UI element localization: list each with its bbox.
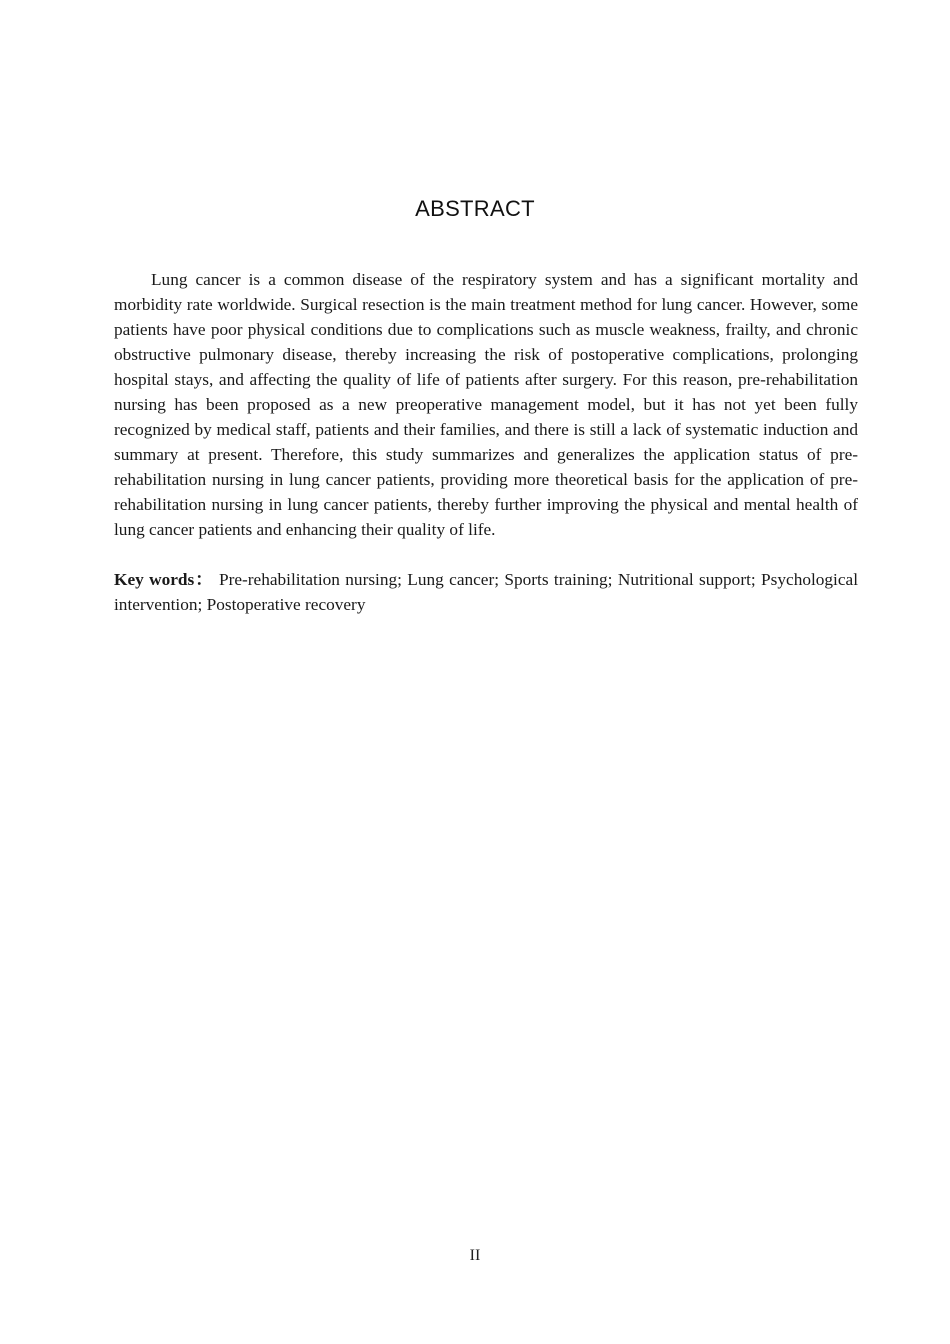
keywords-label: Key words： bbox=[114, 570, 214, 589]
keywords-list: Pre-rehabilitation nursing; Lung cancer; Sports training; Nutritional support; Psychological intervention; Postoperative recovery bbox=[114, 570, 859, 614]
abstract-paragraph: Lung cancer is a common disease of the respiratory system and has a significant mortality and morbidity rate worldwide. Surgical resection is the main treatment method for lung cancer. However, some patients have poor physical conditions due to complications such as muscle weakness, frailty, and chronic obstructive pulmonary disease, thereby increasing the risk of postoperative complications, prolonging hospital stays, and affecting the quality of life of patients after surgery. For this reason, pre-rehabilitation nursing has been proposed as a new preoperative management model, but it has not yet been fully recognized by medical staff, patients and their families, and there is still a lack of systematic induction and summary at present. Therefore, this study summarizes and generalizes the application status of pre-rehabilitation nursing in lung cancer patients, providing more theoretical basis for the application of pre-rehabilitation nursing in lung cancer patients, thereby further improving the physical and mental health of lung cancer patients and enhancing their quality of life. bbox=[114, 270, 858, 539]
abstract-title: ABSTRACT bbox=[415, 196, 535, 221]
keywords-paragraph bbox=[114, 567, 858, 617]
page-number: II bbox=[469, 1247, 481, 1264]
abstract-content bbox=[114, 267, 858, 617]
